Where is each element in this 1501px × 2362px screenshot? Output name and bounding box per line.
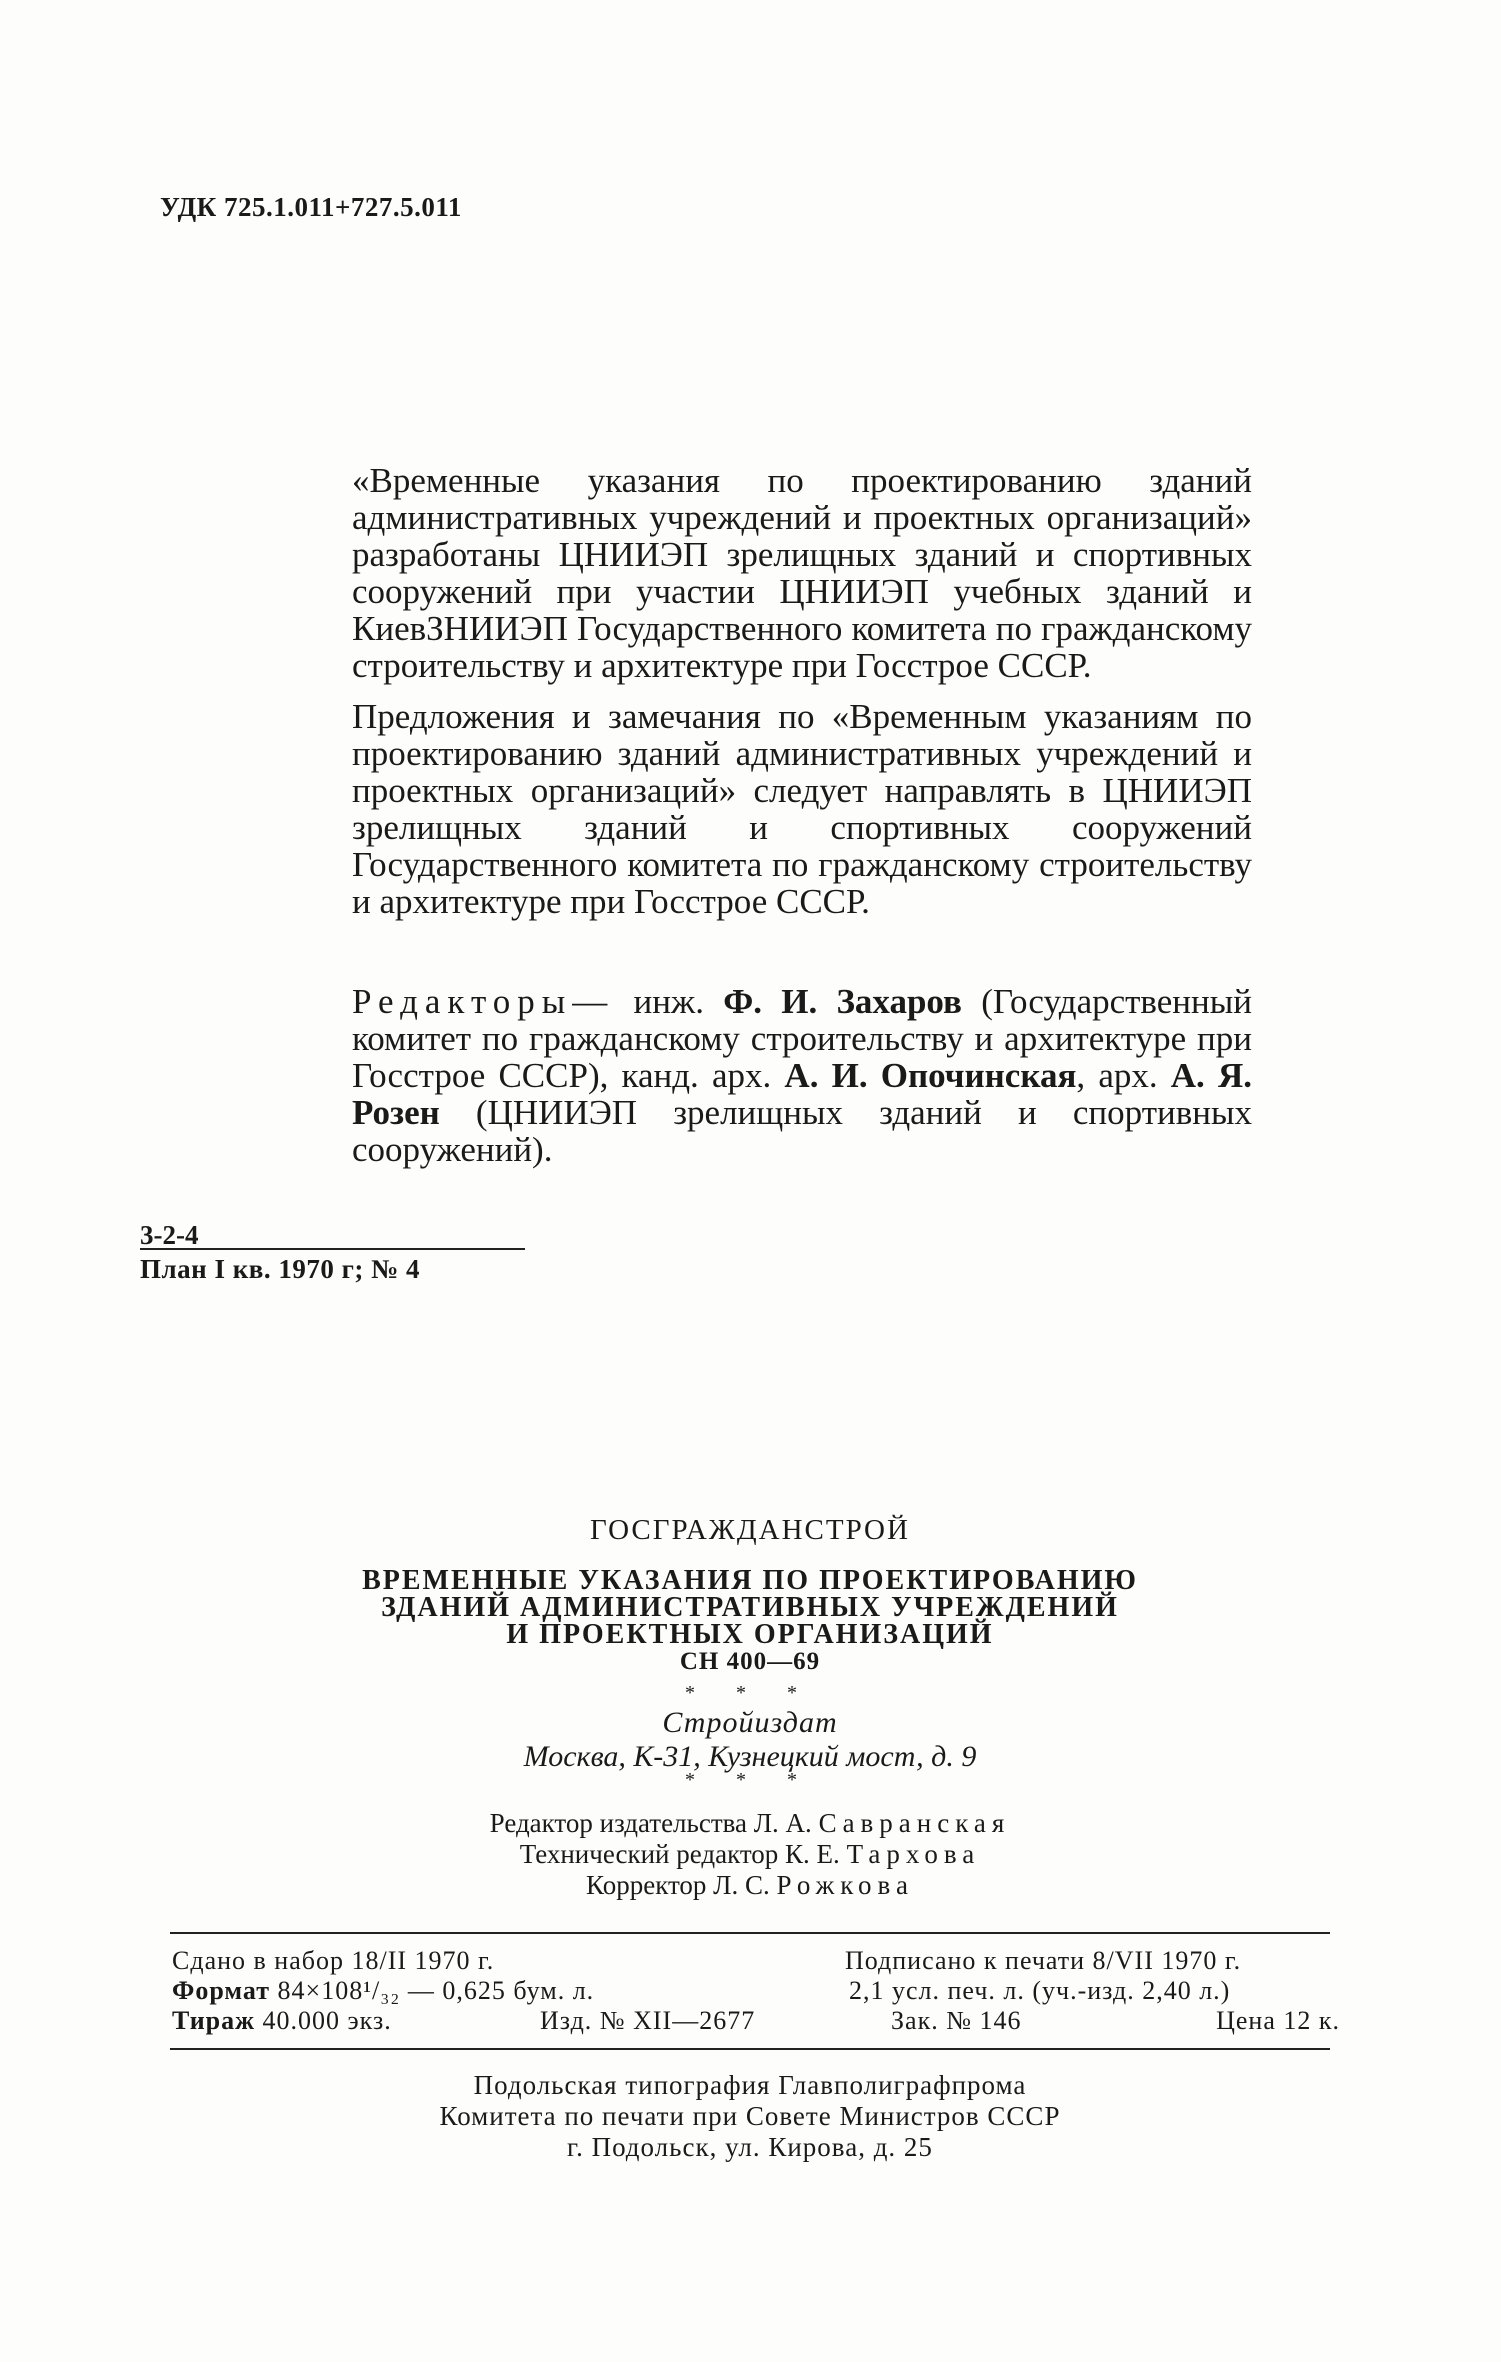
book-title-line-2: ЗДАНИЙ АДМИНИСТРАТИВНЫХ УЧРЕЖДЕНИЙ bbox=[381, 1592, 1119, 1623]
publisher-address: Москва, К-31, Кузнецкий мост, д. 9 bbox=[523, 1740, 977, 1773]
norm-code: СН 400—69 bbox=[679, 1648, 821, 1675]
printer-line-1: Подольская типография Главполиграфпрома bbox=[473, 2070, 1027, 2100]
editor-name-3: А. Я. Розен bbox=[352, 1056, 1252, 1132]
staff-tech-role: Технический редактор К. Е. bbox=[519, 1839, 840, 1869]
staff-corrector-name: Рожкова bbox=[776, 1870, 914, 1900]
publisher-name: Стройиздат bbox=[662, 1706, 838, 1739]
staff-corrector bbox=[300, 1870, 1200, 1901]
udk-code: УДК 725.1.011+727.5.011 bbox=[160, 192, 462, 222]
editors-paragraph bbox=[352, 983, 1252, 1168]
intro-paragraph-2 bbox=[352, 698, 1252, 920]
format-value: 84×108¹/₃₂ — 0,625 бум. л. bbox=[270, 1976, 595, 2005]
staff-editor-name: Савранская bbox=[818, 1808, 1011, 1838]
printer-line-2: Комитета по печати при Совете Министров СССР bbox=[439, 2101, 1061, 2131]
intro-paragraph-2-text: Предложения и замечания по «Временным указаниям по проектированию зданий административных учреждений и проектных организаций» следует направлять в ЦНИИЭП зрелищных зданий и спортивных сооружений Государственного комитета по гражданскому строительству и архитектуре при Госстрое СССР. bbox=[352, 697, 1252, 921]
print-run-value: 40.000 экз. bbox=[255, 2006, 392, 2035]
staff-tech-name: Тархова bbox=[846, 1839, 981, 1869]
order-price-row bbox=[845, 2006, 1340, 2036]
print-run-line bbox=[172, 2006, 594, 2036]
plan-line: План I кв. 1970 г; № 4 bbox=[140, 1254, 420, 1284]
book-title-line-1: ВРЕМЕННЫЕ УКАЗАНИЯ ПО ПРОЕКТИРОВАНИЮ bbox=[362, 1565, 1138, 1596]
editor-name-2: А. И. Опочинская bbox=[784, 1056, 1077, 1095]
imprint-rule-bottom bbox=[170, 2048, 1330, 2050]
separator-stars-2: * * * bbox=[685, 1769, 815, 1791]
editors-text-3: , арх. bbox=[1076, 1056, 1171, 1095]
editors-label: Редакторы— bbox=[352, 982, 615, 1021]
intro-section bbox=[352, 462, 1252, 920]
order-number: Зак. № 146 bbox=[891, 2006, 1022, 2035]
editor-name-1: Ф. И. Захаров bbox=[723, 982, 962, 1021]
price: Цена 12 к. bbox=[1216, 2006, 1340, 2035]
separator-stars-1: * * * bbox=[685, 1682, 815, 1704]
staff-list bbox=[300, 1808, 1200, 1901]
staff-editor-role: Редактор издательства Л. А. bbox=[489, 1808, 812, 1838]
publication-number: Изд. № XII—2677 bbox=[540, 2006, 756, 2035]
print-info-right bbox=[845, 1946, 1340, 2036]
print-info-left bbox=[172, 1946, 594, 2036]
imprint-rule-top bbox=[170, 1932, 1330, 1934]
printer-info bbox=[300, 2070, 1200, 2163]
print-run-label: Тираж bbox=[172, 2006, 255, 2035]
editors-text-1: инж. bbox=[614, 982, 724, 1021]
staff-corrector-role: Корректор Л. С. bbox=[586, 1870, 770, 1900]
editors-text-2: (Государственный комитет по гражданскому строительству и архитектуре при Госстрое СССР), канд. арх. bbox=[352, 982, 1252, 1095]
printer-line-3: г. Подольск, ул. Кирова, д. 25 bbox=[567, 2132, 933, 2162]
format-line bbox=[172, 1976, 594, 2006]
plan-code: 3-2-4 bbox=[140, 1220, 199, 1250]
book-title-line-3: И ПРОЕКТНЫХ ОРГАНИЗАЦИЙ bbox=[506, 1619, 994, 1650]
signed-for-print: Подписано к печати 8/VII 1970 г. bbox=[845, 1946, 1242, 1975]
staff-editor bbox=[300, 1808, 1200, 1839]
editors-text-4: (ЦНИИЭП зрелищных зданий и спортивных сооружений). bbox=[352, 1093, 1252, 1169]
sheets-count: 2,1 усл. печ. л. (уч.-изд. 2,40 л.) bbox=[849, 1976, 1231, 2005]
intro-paragraph-1 bbox=[352, 462, 1252, 684]
staff-tech-editor bbox=[300, 1839, 1200, 1870]
format-label: Формат bbox=[172, 1976, 271, 2005]
agency-name: ГОСГРАЖДАНСТРОЙ bbox=[590, 1514, 910, 1546]
sent-to-typesetting: Сдано в набор 18/II 1970 г. bbox=[172, 1946, 495, 1975]
intro-paragraph-1-text: «Временные указания по проектированию зданий административных учреждений и проектных организаций» разработаны ЦНИИЭП зрелищных зданий и спортивных сооружений при участии ЦНИИЭП учебных зданий и КиевЗНИИЭП Государственного комитета по гражданскому строительству и архитектуре при Госстрое СССР. bbox=[352, 461, 1252, 685]
plan-divider bbox=[140, 1248, 525, 1250]
